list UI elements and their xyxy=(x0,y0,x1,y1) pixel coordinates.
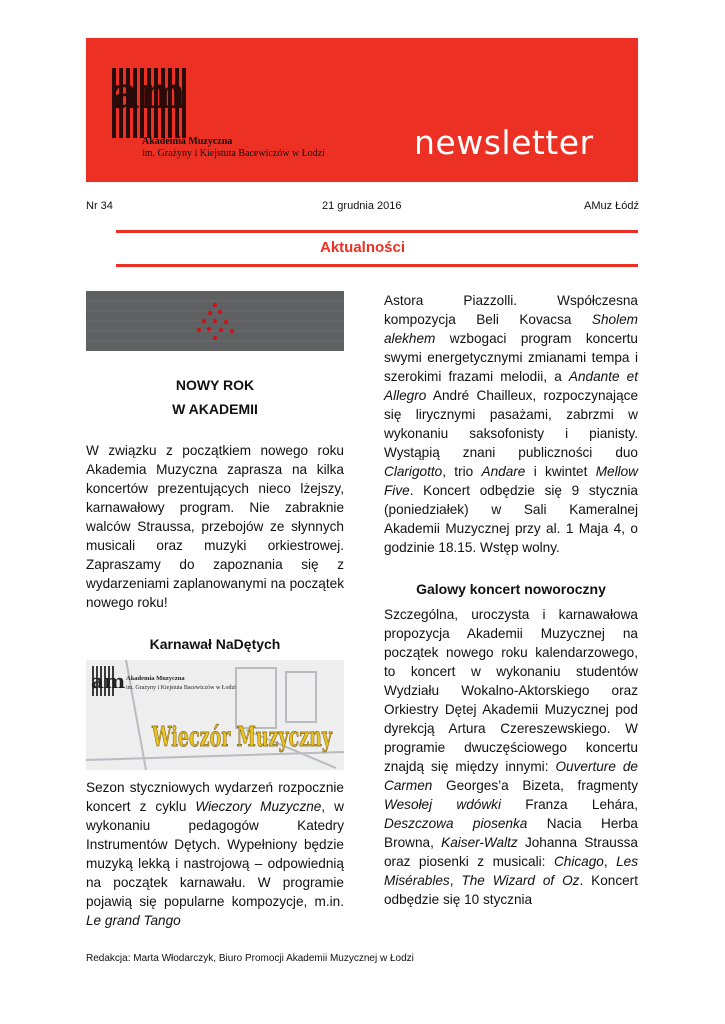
article1-title-line1: NOWY ROK xyxy=(175,377,255,393)
left-column xyxy=(86,291,344,930)
divider-bottom xyxy=(116,264,638,267)
poster-graphic xyxy=(86,660,344,770)
newsletter-title: newsletter xyxy=(414,123,594,162)
poster-org-name: Akademia Muzyczna xyxy=(126,675,185,682)
divider-top xyxy=(116,230,638,233)
issue-date: 21 grudnia 2016 xyxy=(322,200,402,212)
article2-body-start: Sezon styczniowych wydarzeń rozpocznie koncert z cyklu Wieczory Muzyczne, w wykonaniu pedagogów Katedry Instrumentów Dętych. Wypełniony będzie muzyką lekką i nastrojową – odpowiednią na początek karnawału. W programie pojawią się popularne kompozycje, m.in. Le grand Tango xyxy=(86,780,344,928)
org-name: Akademia Muzyczna xyxy=(142,136,233,147)
poster-logo-text: am xyxy=(91,669,126,693)
issue-place: AMuz Łódź xyxy=(584,200,640,212)
footer-editorial: Redakcja: Marta Włodarczyk, Biuro Promocji Akademii Muzycznej w Łodzi xyxy=(86,953,414,964)
logo-text: am xyxy=(111,68,187,119)
article3-body: Szczególna, uroczysta i karnawałowa propozycja Akademii Muzycznej na początek nowego roku kalendarzowego, to koncert w wykonaniu studentów Wydziału Wokalno-Aktorskiego oraz Orkiestry Dętej Akademii Muzycznej pod dyrekcją Artura Czereszewskiego. W programie dwuczęściowego koncertu znajdą się między innymi: Ouverture de Carmen Georges’a Bizeta, fragmenty Wesołej wdówki Franza Lehára, Deszczowa piosenka Nacia Herba Browna, Kaiser-Waltz Johanna Straussa oraz piosenki z musicali: Chicago, Les Misérables, The Wizard of Oz. Koncert odbędzie się 10 stycznia xyxy=(384,607,639,907)
section-title: Aktualności xyxy=(319,239,406,256)
poster-title: Wieczór Muzyczny xyxy=(151,722,333,753)
new-year-image xyxy=(86,291,344,351)
article2-body-continued: Astora Piazzolli. Współczesna kompozycja Beli Kovacsa Sholem alekhem wzbogaci program koncertu swymi energetycznymi zmianami tempa i szerokimi frazami melodii, a Andante et Allegro André Chailleux, rozpoczynające się lirycznymi pasażami, zabrzmi w wykonaniu saksofonisty i pianisty. Wystąpią znani publiczności duo Clarigotto, trio Andare i kwintet Mellow Five. Koncert odbędzie się 9 stycznia (poniedziałek) w Sali Kameralnej Akademii Muzycznej przy al. 1 Maja 4, o godzinie 18.15. Wstęp wolny. xyxy=(384,293,638,555)
wieczor-muzyczny-poster xyxy=(86,660,344,770)
org-subtitle: im. Grażyny i Kiejstuta Bacewiczów w Łodzi xyxy=(142,148,325,159)
article1-title-line2: W AKADEMII xyxy=(172,401,258,417)
article1-body: W związku z początkiem nowego roku Akademia Muzyczna zaprasza na kilka koncertów prezentujących nieco lżejszy, karnawałowy program. Nie zabraknie walców Straussa, przebojów ze słynnych musicali oraz muzyki orkiestrowej. Zapraszamy do zapoznania się z wydarzeniami zaplanowanymi na początek nowego roku! xyxy=(86,443,344,610)
poster-org-subtitle: im. Grażyny i Kiejstuta Bacewiczów w Łodzi xyxy=(126,685,236,691)
article3-title: Galowy koncert noworoczny xyxy=(416,581,606,597)
article2-title: Karnawał NaDętych xyxy=(149,636,281,652)
issue-number: Nr 34 xyxy=(86,200,113,212)
right-column xyxy=(384,291,638,909)
